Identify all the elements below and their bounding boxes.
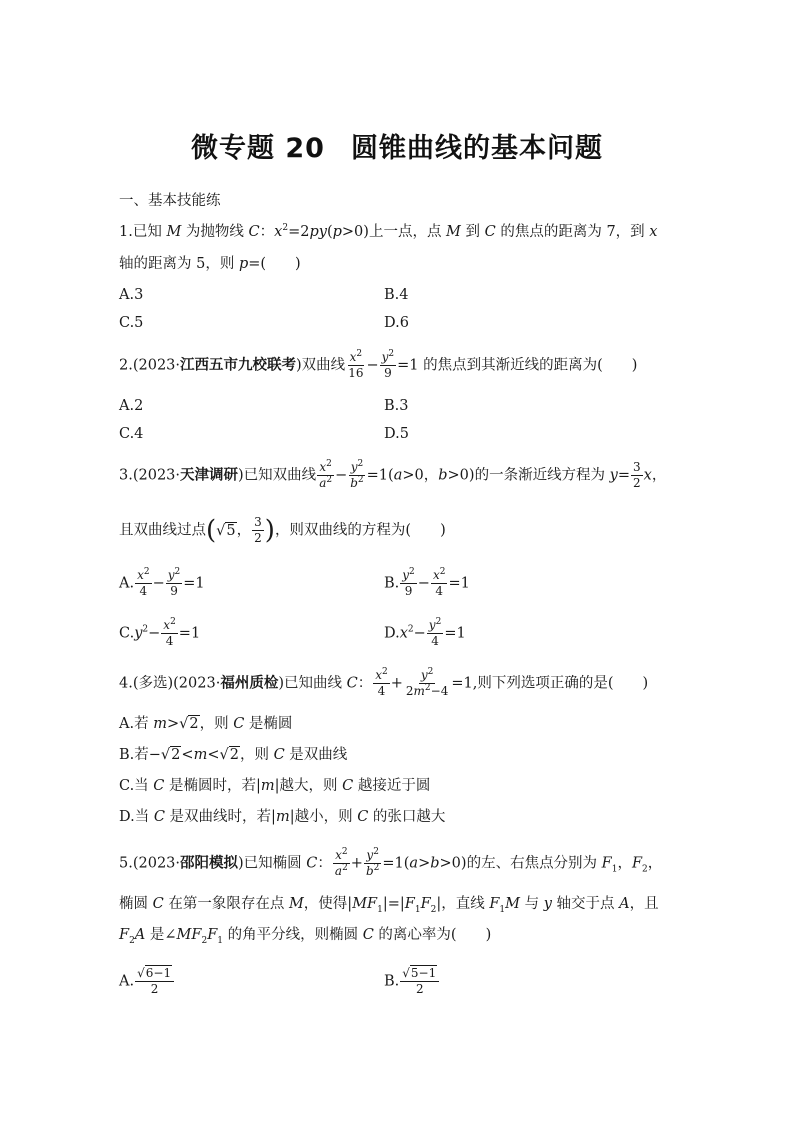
question-2-option-c[interactable]: C.4 bbox=[119, 426, 144, 442]
question-1-option-d[interactable]: D.6 bbox=[384, 315, 409, 331]
question-3-option-b[interactable]: B. $\frac{y^2}{9}$ − $\frac{x^2}{4}$ =1 bbox=[384, 567, 470, 598]
question-3-option-a[interactable]: A. $\frac{x^2}{4}$ − $\frac{y^2}{9}$ =1 bbox=[119, 567, 205, 598]
question-5-line-1: 5.(2023·邵阳模拟)已知椭圆 C： $\frac{x^2}{a^2}$ + $\frac{y^2}{b^2}$ =1(a>b>0)的左、右焦点分别为 $F_1$，$F_2$， bbox=[119, 847, 663, 878]
question-1-option-c[interactable]: C.5 bbox=[119, 315, 144, 331]
title-number: 微专题 20 bbox=[191, 133, 325, 164]
question-1-line-1: 1.已知 M 为抛物线 C：$x^2=2py(p>0)$上一点，点 M 到 C 的焦点的距离为 7，到 x bbox=[119, 223, 658, 240]
question-4-option-b[interactable]: B.若−√2<m<√2，则 C 是双曲线 bbox=[119, 747, 348, 763]
question-4-option-c[interactable]: C.当 C 是椭圆时，若|m|越大，则 C 越接近于圆 bbox=[119, 778, 431, 794]
question-4-stem: 4.(多选)(2023·福州质检)已知曲线 C： $\frac{x^2}{4}$ + $\frac{y^2}{2m^2-4}$ =1,则下列选项正确的是( ) bbox=[119, 667, 649, 698]
question-5-option-b[interactable]: B. $\frac{√5-1}{2}$ bbox=[384, 966, 440, 997]
question-3-line-2: 且双曲线过点(√5， $\frac{3}{2}$ )，则双曲线的方程为( ) bbox=[119, 515, 446, 546]
question-5-option-a[interactable]: A. $\frac{√6-1}{2}$ bbox=[119, 966, 175, 997]
page-title bbox=[0, 126, 794, 165]
question-3-line-1: 3.(2023·天津调研)已知双曲线 $\frac{x^2}{a^2}$ − $\frac{y^2}{b^2}$ =1(a>0，b>0)的一条渐近线方程为 y= $\frac{3}{2}$ x， bbox=[119, 459, 667, 490]
question-1-option-b[interactable]: B.4 bbox=[384, 287, 409, 303]
question-3-option-d[interactable]: $D.x^2-$ $\frac{y^2}{4}$ =1 bbox=[384, 617, 466, 648]
question-3-option-c[interactable]: $C.y^2-$ $\frac{x^2}{4}$ =1 bbox=[119, 617, 201, 648]
question-1-option-a[interactable]: A.3 bbox=[119, 287, 144, 303]
question-2-option-a[interactable]: A.2 bbox=[119, 398, 144, 414]
question-4-option-d[interactable]: D.当 C 是双曲线时，若|m|越小，则 C 的张口越大 bbox=[119, 809, 446, 825]
question-5-line-2: 椭圆 C 在第一象限存在点 M，使得$|MF_1|=|F_1F_2|$，直线 $F_1M$ 与 y 轴交于点 A，且 bbox=[119, 896, 659, 915]
question-1-line-2: 轴的距离为 5，则 p=( ) bbox=[119, 256, 301, 272]
section-heading: 一、基本技能练 bbox=[119, 193, 221, 209]
title-text: 圆锥曲线的基本问题 bbox=[350, 133, 603, 164]
question-2-stem: 2.(2023·江西五市九校联考)双曲线 $\frac{x^2}{16}$ − $\frac{y^2}{9}$ =1 的焦点到其渐近线的距离为( ) bbox=[119, 349, 638, 380]
question-5-line-3: $F_2A$ 是$\angle MF_2F_1$ 的角平分线，则椭圆 C 的离心率为( ) bbox=[119, 927, 492, 946]
question-2-option-b[interactable]: B.3 bbox=[384, 398, 409, 414]
question-2-option-d[interactable]: D.5 bbox=[384, 426, 409, 442]
question-4-option-a[interactable]: A.若 m>√2，则 C 是椭圆 bbox=[119, 716, 293, 732]
